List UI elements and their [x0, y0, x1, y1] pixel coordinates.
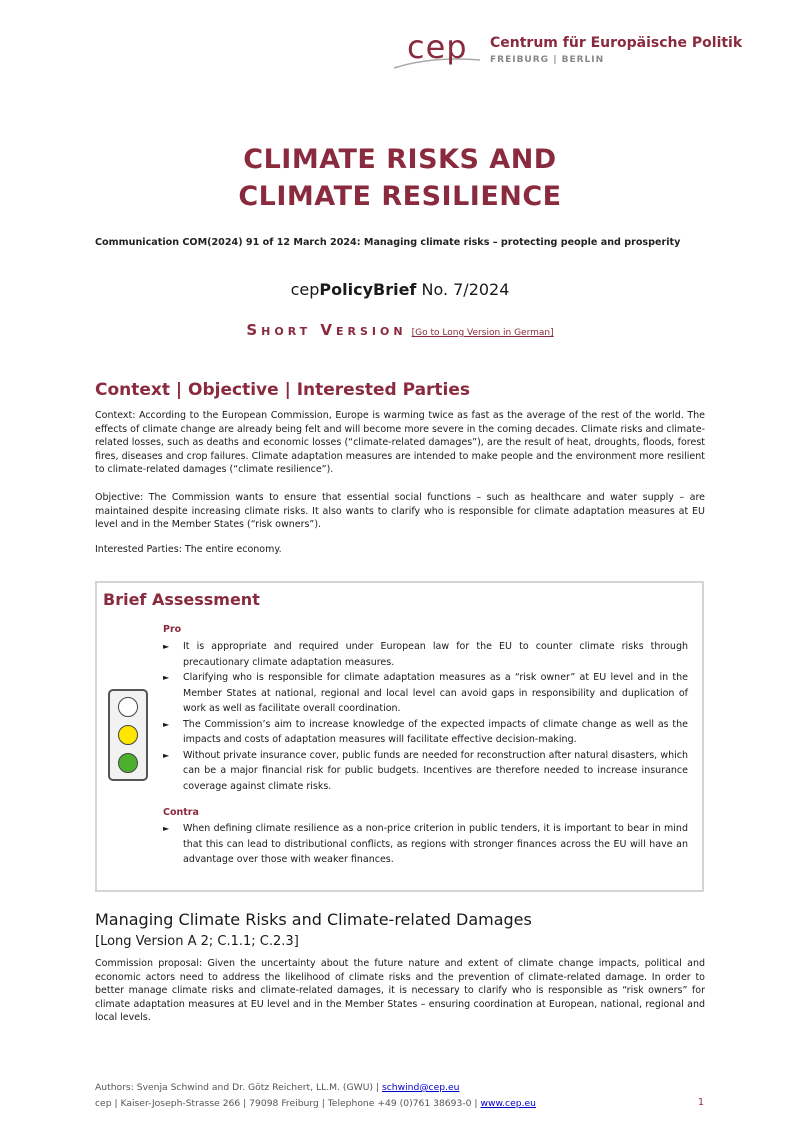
short-version-label: Short Version: [246, 321, 407, 339]
communication-reference: Communication COM(2024) 91 of 12 March 2024: Managing climate risks – protecting people and prosperity: [95, 237, 681, 248]
traffic-light-icon: [108, 689, 148, 781]
pro-list: [163, 639, 688, 794]
managing-heading: Managing Climate Risks and Climate-related Damages: [95, 910, 532, 929]
traffic-light-top: [118, 697, 138, 717]
bullet-arrow-icon: ►: [163, 824, 170, 833]
website-link[interactable]: www.cep.eu: [480, 1098, 536, 1109]
footer-address: cep | Kaiser-Joseph-Strasse 266 | 79098 Freiburg | Telephone +49 (0)761 38693-0 | www.cep.eu: [95, 1098, 536, 1109]
managing-paragraph: Commission proposal: Given the uncertainty about the future nature and extent of climate change impacts, political and economic actors need to address the likelihood of climate risks and the prevention of climate-related damage. In order to better manage climate risks and climate-related damages, it is necessary to clarify who is responsible as “risk owners” for climate adaptation measures at EU level and in the Member States – ensuring coordination at European, national, regional and local levels.: [95, 958, 705, 1023]
bullet-arrow-icon: ►: [163, 750, 170, 760]
long-version-link[interactable]: [Go to Long Version in German]: [411, 328, 554, 338]
managing-subheading: [Long Version A 2; C.1.1; C.2.3]: [95, 934, 299, 949]
page-number: 1: [698, 1097, 705, 1108]
objective-paragraph: Objective: The Commission wants to ensure that essential social functions – such as healthcare and water supply – are maintained despite increasing climate risks. It also wants to clarify who is responsible for climate adaptation measures at EU level and in the Member States (“risk owners”).: [95, 492, 705, 530]
cep-logo: cep: [407, 28, 468, 66]
bullet-arrow-icon: ►: [163, 642, 170, 651]
org-city: FREIBURG | BERLIN: [490, 55, 605, 65]
document-title-line2: CLIMATE RESILIENCE: [238, 181, 562, 212]
bullet-arrow-icon: ►: [163, 673, 170, 682]
list-item: ► It is appropriate and required under European law for the EU to counter climate risks through precautionary climate adaptation measures.: [163, 641, 688, 668]
document-title-line1: CLIMATE RISKS AND: [243, 144, 557, 175]
contra-label: Contra: [163, 807, 199, 818]
list-item: ► Clarifying who is responsible for climate adaptation measures as a “risk owner” at EU level and in the Member States at national, regional and local level can avoid gaps in responsibility and duplication of work as well as facilitate overall coordination.: [163, 672, 688, 714]
traffic-light-middle: [118, 725, 138, 745]
parties-paragraph: Interested Parties: The entire economy.: [95, 544, 282, 555]
list-item: ► When defining climate resilience as a non-price criterion in public tenders, it is important to bear in mind that this can lead to distributional conflicts, as regions with stronger finances across the EU will have an advantage over those with weaker finances.: [163, 823, 688, 865]
short-version-line: [0, 320, 800, 339]
footer-authors: Authors: Svenja Schwind and Dr. Götz Reichert, LL.M. (GWU) | schwind@cep.eu: [95, 1082, 460, 1093]
context-paragraph: Context: According to the European Commission, Europe is warming twice as fast as the average of the rest of the world. The effects of climate change are already being felt and will become more severe in the coming decades. Climate risks and climate-related losses, such as deaths and economic losses (“climate-related damages”), are the result of heat, droughts, floods, forest fires, diseases and crop failures. Climate adaptation measures are intended to make people and the environment more resilient to climate-related damages (“climate resilience”).: [95, 410, 705, 475]
brief-assessment-heading: Brief Assessment: [103, 590, 260, 609]
policy-brief-number: [0, 280, 800, 299]
pro-label: Pro: [163, 624, 182, 635]
list-item: ► Without private insurance cover, public funds are needed for reconstruction after natural disasters, which can be a major financial risk for public budgets. Incentives are therefore needed to increase insurance coverage against climate risks.: [163, 749, 688, 792]
brief-prefix: cep: [290, 280, 320, 299]
author-email-link[interactable]: schwind@cep.eu: [381, 1082, 460, 1093]
list-item: ► The Commission’s aim to increase knowledge of the expected impacts of climate change as well as the impacts and costs of adaptation measures will facilitate effective decision-making.: [163, 718, 688, 745]
org-name: Centrum für Europäische Politik: [490, 35, 743, 51]
brief-name: PolicyBrief: [319, 280, 417, 299]
brief-number: No. 7/2024: [421, 280, 510, 299]
bullet-arrow-icon: ►: [163, 719, 170, 729]
context-heading: Context | Objective | Interested Parties: [95, 380, 471, 400]
traffic-light-bottom: [118, 753, 138, 773]
contra-list: [163, 821, 688, 868]
